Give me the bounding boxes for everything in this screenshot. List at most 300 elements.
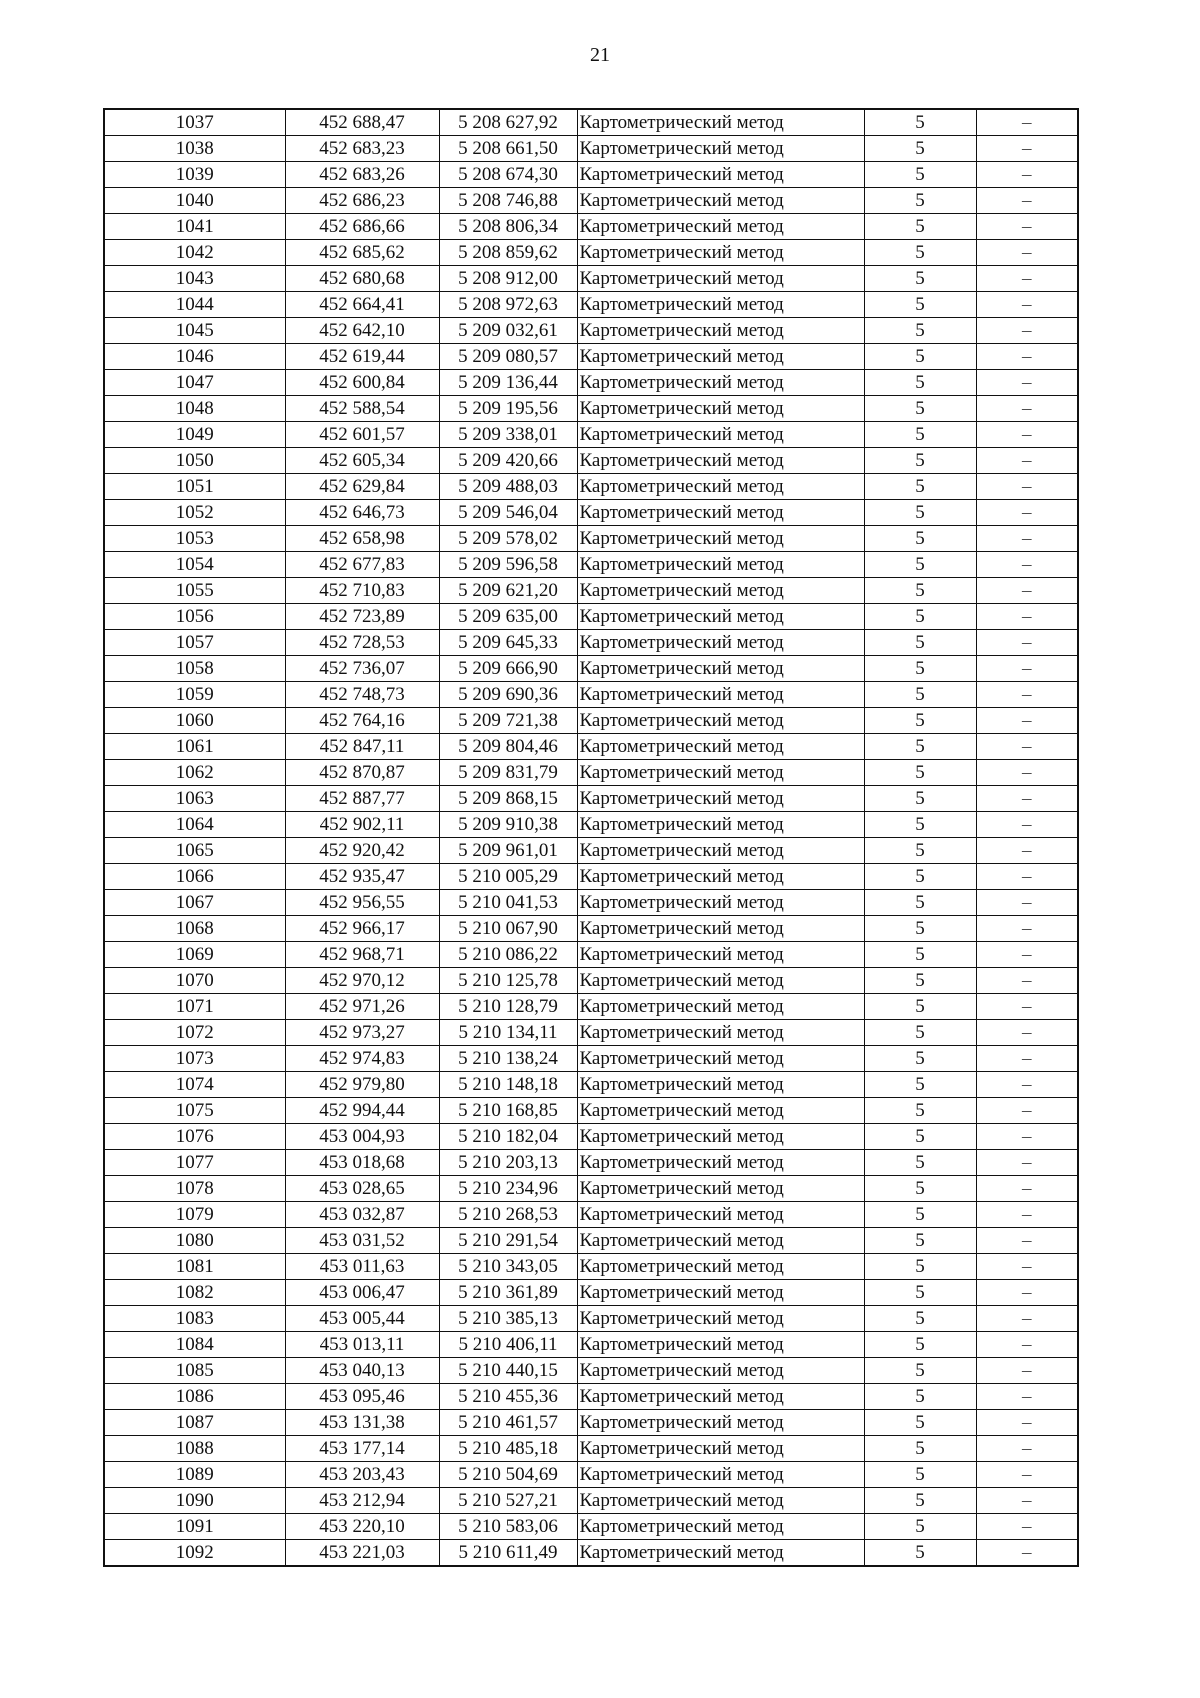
y-coordinate-cell: 5 209 666,90 <box>439 656 577 682</box>
y-coordinate-cell: 5 210 234,96 <box>439 1176 577 1202</box>
x-coordinate-cell: 452 680,68 <box>285 266 439 292</box>
point-number-cell: 1050 <box>104 448 285 474</box>
table-row <box>104 812 1078 838</box>
table-row <box>104 500 1078 526</box>
accuracy-cell: 5 <box>864 1124 976 1150</box>
x-coordinate-cell: 452 600,84 <box>285 370 439 396</box>
y-coordinate-cell: 5 210 148,18 <box>439 1072 577 1098</box>
accuracy-cell: 5 <box>864 1410 976 1436</box>
method-cell: Картометрический метод <box>577 682 864 708</box>
accuracy-cell: 5 <box>864 1098 976 1124</box>
empty-mark-cell: – <box>976 734 1078 760</box>
y-coordinate-cell: 5 210 291,54 <box>439 1228 577 1254</box>
accuracy-cell: 5 <box>864 526 976 552</box>
accuracy-cell: 5 <box>864 760 976 786</box>
table-row <box>104 1280 1078 1306</box>
empty-mark-cell: – <box>976 1072 1078 1098</box>
table-row <box>104 994 1078 1020</box>
point-number-cell: 1083 <box>104 1306 285 1332</box>
y-coordinate-cell: 5 209 804,46 <box>439 734 577 760</box>
table-row <box>104 1462 1078 1488</box>
table-row <box>104 1150 1078 1176</box>
point-number-cell: 1092 <box>104 1540 285 1567</box>
empty-mark-cell: – <box>976 786 1078 812</box>
accuracy-cell: 5 <box>864 318 976 344</box>
empty-mark-cell: – <box>976 448 1078 474</box>
method-cell: Картометрический метод <box>577 734 864 760</box>
empty-mark-cell: – <box>976 1150 1078 1176</box>
y-coordinate-cell: 5 208 972,63 <box>439 292 577 318</box>
table-row <box>104 448 1078 474</box>
table-row <box>104 1046 1078 1072</box>
empty-mark-cell: – <box>976 136 1078 162</box>
empty-mark-cell: – <box>976 1020 1078 1046</box>
method-cell: Картометрический метод <box>577 396 864 422</box>
point-number-cell: 1077 <box>104 1150 285 1176</box>
table-row <box>104 240 1078 266</box>
accuracy-cell: 5 <box>864 1046 976 1072</box>
method-cell: Картометрический метод <box>577 1124 864 1150</box>
point-number-cell: 1076 <box>104 1124 285 1150</box>
y-coordinate-cell: 5 209 961,01 <box>439 838 577 864</box>
accuracy-cell: 5 <box>864 682 976 708</box>
table-row <box>104 708 1078 734</box>
y-coordinate-cell: 5 210 527,21 <box>439 1488 577 1514</box>
point-number-cell: 1047 <box>104 370 285 396</box>
table-row <box>104 188 1078 214</box>
table-row <box>104 1228 1078 1254</box>
y-coordinate-cell: 5 209 831,79 <box>439 760 577 786</box>
accuracy-cell: 5 <box>864 422 976 448</box>
accuracy-cell: 5 <box>864 1488 976 1514</box>
x-coordinate-cell: 452 764,16 <box>285 708 439 734</box>
point-number-cell: 1037 <box>104 109 285 136</box>
accuracy-cell: 5 <box>864 136 976 162</box>
accuracy-cell: 5 <box>864 1514 976 1540</box>
table-row <box>104 1176 1078 1202</box>
accuracy-cell: 5 <box>864 786 976 812</box>
empty-mark-cell: – <box>976 890 1078 916</box>
point-number-cell: 1087 <box>104 1410 285 1436</box>
accuracy-cell: 5 <box>864 1202 976 1228</box>
table-row <box>104 422 1078 448</box>
table-row <box>104 1358 1078 1384</box>
y-coordinate-cell: 5 209 032,61 <box>439 318 577 344</box>
table-row <box>104 916 1078 942</box>
method-cell: Картометрический метод <box>577 604 864 630</box>
point-number-cell: 1088 <box>104 1436 285 1462</box>
y-coordinate-cell: 5 210 203,13 <box>439 1150 577 1176</box>
x-coordinate-cell: 452 629,84 <box>285 474 439 500</box>
method-cell: Картометрический метод <box>577 266 864 292</box>
x-coordinate-cell: 452 677,83 <box>285 552 439 578</box>
x-coordinate-cell: 453 177,14 <box>285 1436 439 1462</box>
point-number-cell: 1052 <box>104 500 285 526</box>
method-cell: Картометрический метод <box>577 1098 864 1124</box>
x-coordinate-cell: 453 018,68 <box>285 1150 439 1176</box>
table-row <box>104 1306 1078 1332</box>
table-row <box>104 370 1078 396</box>
accuracy-cell: 5 <box>864 266 976 292</box>
accuracy-cell: 5 <box>864 396 976 422</box>
empty-mark-cell: – <box>976 994 1078 1020</box>
table-row <box>104 1098 1078 1124</box>
x-coordinate-cell: 452 710,83 <box>285 578 439 604</box>
method-cell: Картометрический метод <box>577 292 864 318</box>
method-cell: Картометрический метод <box>577 162 864 188</box>
table-row <box>104 1020 1078 1046</box>
method-cell: Картометрический метод <box>577 500 864 526</box>
y-coordinate-cell: 5 209 578,02 <box>439 526 577 552</box>
x-coordinate-cell: 452 685,62 <box>285 240 439 266</box>
accuracy-cell: 5 <box>864 994 976 1020</box>
method-cell: Картометрический метод <box>577 422 864 448</box>
empty-mark-cell: – <box>976 1514 1078 1540</box>
x-coordinate-cell: 452 605,34 <box>285 448 439 474</box>
empty-mark-cell: – <box>976 162 1078 188</box>
x-coordinate-cell: 453 131,38 <box>285 1410 439 1436</box>
table-row <box>104 266 1078 292</box>
accuracy-cell: 5 <box>864 1384 976 1410</box>
point-number-cell: 1046 <box>104 344 285 370</box>
table-row <box>104 1488 1078 1514</box>
table-row <box>104 968 1078 994</box>
method-cell: Картометрический метод <box>577 1020 864 1046</box>
accuracy-cell: 5 <box>864 214 976 240</box>
method-cell: Картометрический метод <box>577 578 864 604</box>
accuracy-cell: 5 <box>864 1462 976 1488</box>
table-row <box>104 552 1078 578</box>
table-row <box>104 578 1078 604</box>
coordinates-table-body <box>104 109 1078 1566</box>
y-coordinate-cell: 5 210 455,36 <box>439 1384 577 1410</box>
accuracy-cell: 5 <box>864 812 976 838</box>
x-coordinate-cell: 453 095,46 <box>285 1384 439 1410</box>
accuracy-cell: 5 <box>864 604 976 630</box>
x-coordinate-cell: 452 966,17 <box>285 916 439 942</box>
table-row <box>104 1436 1078 1462</box>
empty-mark-cell: – <box>976 1384 1078 1410</box>
y-coordinate-cell: 5 210 583,06 <box>439 1514 577 1540</box>
y-coordinate-cell: 5 209 645,33 <box>439 630 577 656</box>
empty-mark-cell: – <box>976 1462 1078 1488</box>
x-coordinate-cell: 453 212,94 <box>285 1488 439 1514</box>
y-coordinate-cell: 5 210 504,69 <box>439 1462 577 1488</box>
x-coordinate-cell: 453 006,47 <box>285 1280 439 1306</box>
empty-mark-cell: – <box>976 422 1078 448</box>
point-number-cell: 1061 <box>104 734 285 760</box>
accuracy-cell: 5 <box>864 734 976 760</box>
method-cell: Картометрический метод <box>577 656 864 682</box>
empty-mark-cell: – <box>976 630 1078 656</box>
y-coordinate-cell: 5 210 361,89 <box>439 1280 577 1306</box>
empty-mark-cell: – <box>976 812 1078 838</box>
method-cell: Картометрический метод <box>577 109 864 136</box>
point-number-cell: 1051 <box>104 474 285 500</box>
y-coordinate-cell: 5 209 621,20 <box>439 578 577 604</box>
accuracy-cell: 5 <box>864 474 976 500</box>
accuracy-cell: 5 <box>864 1150 976 1176</box>
table-row <box>104 526 1078 552</box>
method-cell: Картометрический метод <box>577 370 864 396</box>
point-number-cell: 1079 <box>104 1202 285 1228</box>
empty-mark-cell: – <box>976 708 1078 734</box>
x-coordinate-cell: 453 203,43 <box>285 1462 439 1488</box>
point-number-cell: 1085 <box>104 1358 285 1384</box>
x-coordinate-cell: 452 994,44 <box>285 1098 439 1124</box>
point-number-cell: 1066 <box>104 864 285 890</box>
table-row <box>104 864 1078 890</box>
y-coordinate-cell: 5 208 746,88 <box>439 188 577 214</box>
method-cell: Картометрический метод <box>577 344 864 370</box>
empty-mark-cell: – <box>976 1540 1078 1567</box>
x-coordinate-cell: 452 664,41 <box>285 292 439 318</box>
y-coordinate-cell: 5 210 406,11 <box>439 1332 577 1358</box>
empty-mark-cell: – <box>976 864 1078 890</box>
accuracy-cell: 5 <box>864 1176 976 1202</box>
empty-mark-cell: – <box>976 370 1078 396</box>
point-number-cell: 1042 <box>104 240 285 266</box>
y-coordinate-cell: 5 210 128,79 <box>439 994 577 1020</box>
point-number-cell: 1072 <box>104 1020 285 1046</box>
x-coordinate-cell: 452 956,55 <box>285 890 439 916</box>
x-coordinate-cell: 452 728,53 <box>285 630 439 656</box>
point-number-cell: 1053 <box>104 526 285 552</box>
y-coordinate-cell: 5 209 868,15 <box>439 786 577 812</box>
table-row <box>104 292 1078 318</box>
x-coordinate-cell: 452 688,47 <box>285 109 439 136</box>
y-coordinate-cell: 5 209 596,58 <box>439 552 577 578</box>
empty-mark-cell: – <box>976 942 1078 968</box>
y-coordinate-cell: 5 210 611,49 <box>439 1540 577 1567</box>
y-coordinate-cell: 5 210 461,57 <box>439 1410 577 1436</box>
method-cell: Картометрический метод <box>577 786 864 812</box>
method-cell: Картометрический метод <box>577 1306 864 1332</box>
x-coordinate-cell: 453 013,11 <box>285 1332 439 1358</box>
x-coordinate-cell: 452 686,66 <box>285 214 439 240</box>
accuracy-cell: 5 <box>864 344 976 370</box>
x-coordinate-cell: 452 970,12 <box>285 968 439 994</box>
method-cell: Картометрический метод <box>577 760 864 786</box>
table-row <box>104 1202 1078 1228</box>
x-coordinate-cell: 452 686,23 <box>285 188 439 214</box>
point-number-cell: 1080 <box>104 1228 285 1254</box>
method-cell: Картометрический метод <box>577 188 864 214</box>
point-number-cell: 1039 <box>104 162 285 188</box>
method-cell: Картометрический метод <box>577 1514 864 1540</box>
empty-mark-cell: – <box>976 292 1078 318</box>
accuracy-cell: 5 <box>864 448 976 474</box>
y-coordinate-cell: 5 210 067,90 <box>439 916 577 942</box>
table-row <box>104 1384 1078 1410</box>
empty-mark-cell: – <box>976 1254 1078 1280</box>
accuracy-cell: 5 <box>864 1358 976 1384</box>
point-number-cell: 1074 <box>104 1072 285 1098</box>
table-row <box>104 604 1078 630</box>
x-coordinate-cell: 453 032,87 <box>285 1202 439 1228</box>
accuracy-cell: 5 <box>864 656 976 682</box>
x-coordinate-cell: 452 588,54 <box>285 396 439 422</box>
point-number-cell: 1063 <box>104 786 285 812</box>
table-row <box>104 214 1078 240</box>
empty-mark-cell: – <box>976 266 1078 292</box>
y-coordinate-cell: 5 209 910,38 <box>439 812 577 838</box>
empty-mark-cell: – <box>976 604 1078 630</box>
method-cell: Картометрический метод <box>577 1072 864 1098</box>
x-coordinate-cell: 452 642,10 <box>285 318 439 344</box>
x-coordinate-cell: 453 220,10 <box>285 1514 439 1540</box>
point-number-cell: 1091 <box>104 1514 285 1540</box>
table-row <box>104 1410 1078 1436</box>
y-coordinate-cell: 5 209 721,38 <box>439 708 577 734</box>
method-cell: Картометрический метод <box>577 1488 864 1514</box>
x-coordinate-cell: 452 973,27 <box>285 1020 439 1046</box>
accuracy-cell: 5 <box>864 708 976 734</box>
accuracy-cell: 5 <box>864 1072 976 1098</box>
accuracy-cell: 5 <box>864 916 976 942</box>
method-cell: Картометрический метод <box>577 838 864 864</box>
empty-mark-cell: – <box>976 682 1078 708</box>
point-number-cell: 1057 <box>104 630 285 656</box>
accuracy-cell: 5 <box>864 890 976 916</box>
method-cell: Картометрический метод <box>577 1410 864 1436</box>
table-row <box>104 1254 1078 1280</box>
empty-mark-cell: – <box>976 1098 1078 1124</box>
table-row <box>104 630 1078 656</box>
y-coordinate-cell: 5 208 912,00 <box>439 266 577 292</box>
x-coordinate-cell: 453 031,52 <box>285 1228 439 1254</box>
table-row <box>104 344 1078 370</box>
empty-mark-cell: – <box>976 1228 1078 1254</box>
method-cell: Картометрический метод <box>577 1358 864 1384</box>
method-cell: Картометрический метод <box>577 474 864 500</box>
y-coordinate-cell: 5 208 661,50 <box>439 136 577 162</box>
y-coordinate-cell: 5 210 385,13 <box>439 1306 577 1332</box>
accuracy-cell: 5 <box>864 578 976 604</box>
point-number-cell: 1043 <box>104 266 285 292</box>
method-cell: Картометрический метод <box>577 890 864 916</box>
table-row <box>104 1332 1078 1358</box>
accuracy-cell: 5 <box>864 370 976 396</box>
x-coordinate-cell: 452 968,71 <box>285 942 439 968</box>
empty-mark-cell: – <box>976 396 1078 422</box>
empty-mark-cell: – <box>976 318 1078 344</box>
accuracy-cell: 5 <box>864 1228 976 1254</box>
accuracy-cell: 5 <box>864 1332 976 1358</box>
empty-mark-cell: – <box>976 1332 1078 1358</box>
y-coordinate-cell: 5 208 859,62 <box>439 240 577 266</box>
empty-mark-cell: – <box>976 578 1078 604</box>
point-number-cell: 1056 <box>104 604 285 630</box>
empty-mark-cell: – <box>976 526 1078 552</box>
y-coordinate-cell: 5 209 338,01 <box>439 422 577 448</box>
y-coordinate-cell: 5 210 168,85 <box>439 1098 577 1124</box>
method-cell: Картометрический метод <box>577 1202 864 1228</box>
x-coordinate-cell: 453 011,63 <box>285 1254 439 1280</box>
method-cell: Картометрический метод <box>577 448 864 474</box>
table-row <box>104 1124 1078 1150</box>
point-number-cell: 1082 <box>104 1280 285 1306</box>
y-coordinate-cell: 5 209 420,66 <box>439 448 577 474</box>
x-coordinate-cell: 453 040,13 <box>285 1358 439 1384</box>
point-number-cell: 1081 <box>104 1254 285 1280</box>
coordinates-table <box>103 108 1079 1567</box>
empty-mark-cell: – <box>976 214 1078 240</box>
table-row <box>104 734 1078 760</box>
point-number-cell: 1071 <box>104 994 285 1020</box>
y-coordinate-cell: 5 210 125,78 <box>439 968 577 994</box>
page-number: 21 <box>590 44 610 66</box>
method-cell: Картометрический метод <box>577 1462 864 1488</box>
x-coordinate-cell: 452 870,87 <box>285 760 439 786</box>
x-coordinate-cell: 452 979,80 <box>285 1072 439 1098</box>
x-coordinate-cell: 452 601,57 <box>285 422 439 448</box>
point-number-cell: 1045 <box>104 318 285 344</box>
point-number-cell: 1064 <box>104 812 285 838</box>
x-coordinate-cell: 452 847,11 <box>285 734 439 760</box>
table-row <box>104 656 1078 682</box>
table-row <box>104 1514 1078 1540</box>
method-cell: Картометрический метод <box>577 552 864 578</box>
y-coordinate-cell: 5 210 086,22 <box>439 942 577 968</box>
y-coordinate-cell: 5 209 195,56 <box>439 396 577 422</box>
empty-mark-cell: – <box>976 838 1078 864</box>
empty-mark-cell: – <box>976 968 1078 994</box>
table-row <box>104 474 1078 500</box>
y-coordinate-cell: 5 208 627,92 <box>439 109 577 136</box>
y-coordinate-cell: 5 210 182,04 <box>439 1124 577 1150</box>
method-cell: Картометрический метод <box>577 240 864 266</box>
method-cell: Картометрический метод <box>577 318 864 344</box>
method-cell: Картометрический метод <box>577 942 864 968</box>
method-cell: Картометрический метод <box>577 1436 864 1462</box>
empty-mark-cell: – <box>976 500 1078 526</box>
point-number-cell: 1060 <box>104 708 285 734</box>
table-row <box>104 682 1078 708</box>
point-number-cell: 1040 <box>104 188 285 214</box>
empty-mark-cell: – <box>976 109 1078 136</box>
empty-mark-cell: – <box>976 1202 1078 1228</box>
empty-mark-cell: – <box>976 1124 1078 1150</box>
x-coordinate-cell: 452 887,77 <box>285 786 439 812</box>
x-coordinate-cell: 452 683,23 <box>285 136 439 162</box>
empty-mark-cell: – <box>976 188 1078 214</box>
point-number-cell: 1044 <box>104 292 285 318</box>
accuracy-cell: 5 <box>864 162 976 188</box>
point-number-cell: 1041 <box>104 214 285 240</box>
x-coordinate-cell: 452 902,11 <box>285 812 439 838</box>
table-row <box>104 162 1078 188</box>
point-number-cell: 1054 <box>104 552 285 578</box>
y-coordinate-cell: 5 209 488,03 <box>439 474 577 500</box>
accuracy-cell: 5 <box>864 1280 976 1306</box>
point-number-cell: 1084 <box>104 1332 285 1358</box>
point-number-cell: 1062 <box>104 760 285 786</box>
x-coordinate-cell: 452 683,26 <box>285 162 439 188</box>
empty-mark-cell: – <box>976 916 1078 942</box>
method-cell: Картометрический метод <box>577 1228 864 1254</box>
method-cell: Картометрический метод <box>577 136 864 162</box>
table-row <box>104 838 1078 864</box>
empty-mark-cell: – <box>976 1358 1078 1384</box>
point-number-cell: 1038 <box>104 136 285 162</box>
y-coordinate-cell: 5 210 485,18 <box>439 1436 577 1462</box>
method-cell: Картометрический метод <box>577 1332 864 1358</box>
x-coordinate-cell: 452 658,98 <box>285 526 439 552</box>
empty-mark-cell: – <box>976 656 1078 682</box>
accuracy-cell: 5 <box>864 838 976 864</box>
method-cell: Картометрический метод <box>577 214 864 240</box>
